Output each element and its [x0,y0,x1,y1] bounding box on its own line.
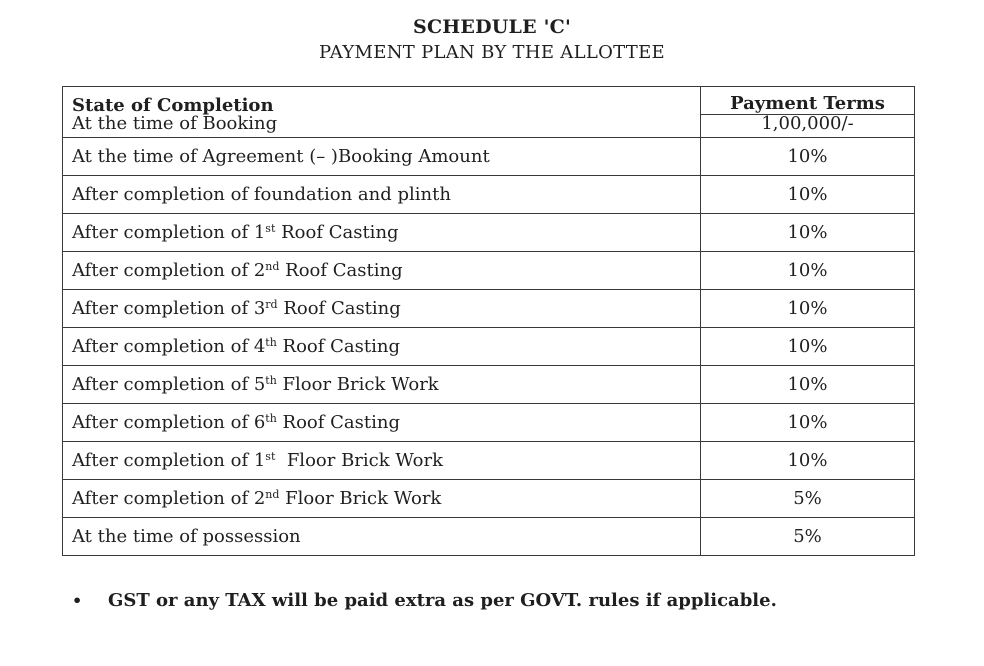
ordinal-suffix: rd [265,297,278,311]
header-state-of-completion: State of Completion [63,87,701,115]
payment-term-cell: 10% [701,138,915,176]
ordinal-suffix: th [265,335,277,349]
payment-term-cell: 5% [701,480,915,518]
stage-text: At the time of Booking [72,114,278,134]
bullet-icon: • [72,591,83,610]
header-payment-terms: Payment Terms [701,87,915,115]
ordinal-suffix: st [265,449,276,463]
ordinal-suffix: st [265,221,276,235]
document-title: SCHEDULE 'C' [413,16,571,38]
table-row [63,480,915,518]
stage-text-rest: Floor Brick Work [279,487,442,509]
stage-text: At the time of possession [72,525,301,547]
stage-text: After completion of 6 [72,411,266,433]
payment-term-cell: 10% [701,252,915,290]
payment-term-cell: 10% [701,442,915,480]
table-row [63,214,915,252]
tax-note [72,590,777,611]
table-row [63,404,915,442]
table-header-row [63,87,915,115]
payment-term-cell: 10% [701,328,915,366]
stage-text: After completion of 1 [72,221,266,243]
stage-text: After completion of 3 [72,297,266,319]
payment-term-cell: 10% [701,366,915,404]
stage-text: After completion of foundation and plinth [72,183,451,205]
ordinal-suffix: nd [265,259,280,273]
stage-text-rest: Floor Brick Work [275,449,443,471]
stage-cell [63,328,701,366]
ordinal-suffix: nd [265,487,280,501]
stage-text: After completion of 2 [72,259,266,281]
stage-text-rest: Roof Casting [276,411,400,433]
payment-term-cell: 5% [701,518,915,556]
stage-cell [63,480,701,518]
stage-text-rest: Roof Casting [275,221,399,243]
payment-term-cell: 1,00,000/- [701,115,915,138]
stage-text: After completion of 4 [72,335,266,357]
payment-term-cell: 10% [701,290,915,328]
stage-text-rest: Roof Casting [277,297,401,319]
stage-cell [63,115,701,138]
stage-cell [63,518,701,556]
table-row [63,115,915,138]
payment-plan-table [62,86,915,556]
payment-term-cell: 10% [701,214,915,252]
ordinal-suffix: th [265,373,277,387]
ordinal-suffix: th [265,411,277,425]
table-row [63,176,915,214]
table-row [63,366,915,404]
stage-text: After completion of 5 [72,373,266,395]
stage-cell [63,176,701,214]
stage-text-rest: Roof Casting [276,335,400,357]
stage-text: After completion of 2 [72,487,266,509]
stage-cell [63,404,701,442]
stage-text-rest: Roof Casting [279,259,403,281]
stage-cell [63,252,701,290]
payment-term-cell: 10% [701,404,915,442]
stage-text: After completion of 1 [72,449,266,471]
stage-cell [63,366,701,404]
table-row [63,328,915,366]
document-subtitle: PAYMENT PLAN BY THE ALLOTTEE [319,42,665,63]
stage-cell [63,138,701,176]
stage-cell [63,214,701,252]
tax-note-text: GST or any TAX will be paid extra as per GOVT. rules if applicable. [108,590,777,611]
stage-text-rest: Floor Brick Work [276,373,439,395]
table-row [63,518,915,556]
table-row [63,442,915,480]
table-row [63,290,915,328]
table-row [63,252,915,290]
stage-text: At the time of Agreement (– )Booking Amount [72,145,490,167]
table-row [63,138,915,176]
payment-term-cell: 10% [701,176,915,214]
stage-cell [63,442,701,480]
stage-cell [63,290,701,328]
